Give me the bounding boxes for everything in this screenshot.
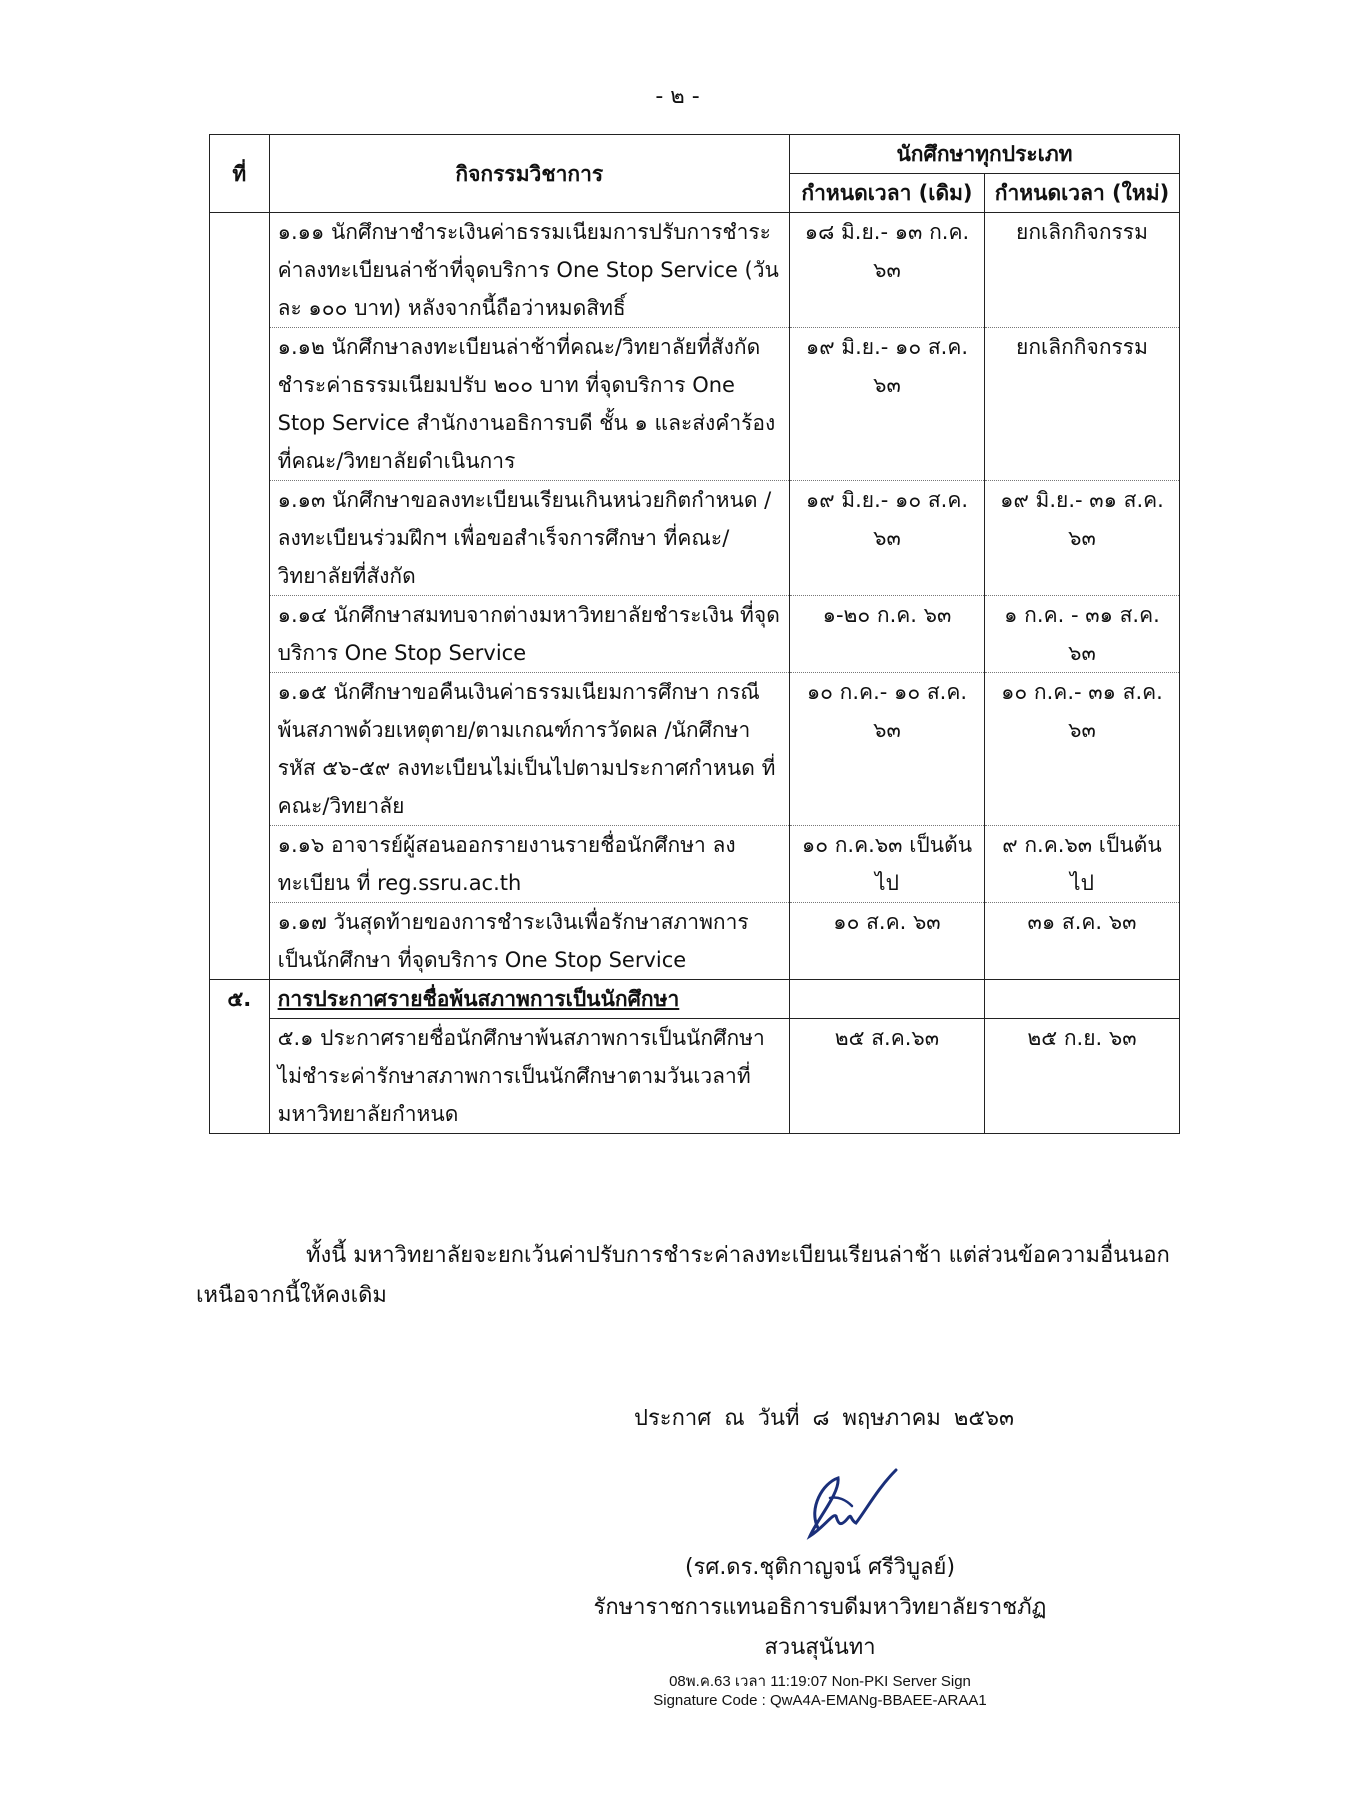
table-row bbox=[210, 213, 1180, 328]
page-number: - ๒ - bbox=[655, 84, 700, 109]
row-activity: ๑.๑๖ อาจารย์ผู้สอนออกรายงานรายชื่อนักศึกษา ลงทะเบียน ที่ reg.ssru.ac.th bbox=[269, 826, 789, 903]
table-row bbox=[210, 903, 1180, 980]
row-activity: ๑.๑๗ วันสุดท้ายของการชำระเงินเพื่อรักษาสภาพการเป็นนักศึกษา ที่จุดบริการ One Stop Service bbox=[269, 903, 789, 980]
row-no bbox=[210, 213, 270, 980]
row-new-date: ๑๐ ก.ค.- ๓๑ ส.ค. ๖๓ bbox=[984, 673, 1179, 826]
server-signature bbox=[560, 1672, 1080, 1710]
row-old-date: ๑๐ ก.ค.๖๓ เป็นต้นไป bbox=[789, 826, 984, 903]
row-activity: ๕.๑ ประกาศรายชื่อนักศึกษาพ้นสภาพการเป็นนักศึกษา ไม่ชำระค่ารักษาสภาพการเป็นนักศึกษาตามวันเวลาที่มหาวิทยาลัยกำหนด bbox=[269, 1019, 789, 1134]
section-5-empty-new bbox=[984, 980, 1179, 1019]
row-old-date: ๑๘ มิ.ย.- ๑๓ ก.ค. ๖๓ bbox=[789, 213, 984, 328]
row-new-date: ๒๕ ก.ย. ๖๓ bbox=[984, 1019, 1179, 1134]
signer-position-2: สวนสุนันทา bbox=[764, 1635, 876, 1660]
row-old-date: ๒๕ ส.ค.๖๓ bbox=[789, 1019, 984, 1134]
server-sign-line-1: 08พ.ค.63 เวลา 11:19:07 Non-PKI Server Sign bbox=[669, 1673, 971, 1690]
header-activity: กิจกรรมวิชาการ bbox=[269, 135, 789, 213]
row-activity: ๑.๑๓ นักศึกษาขอลงทะเบียนเรียนเกินหน่วยกิตกำหนด /ลงทะเบียนร่วมฝึกฯ เพื่อขอสำเร็จการศึกษา ที่คณะ/วิทยาลัยที่สังกัด bbox=[269, 481, 789, 596]
server-sign-code: Signature Code : QwA4A-EMANg-BBAEE-ARAA1 bbox=[653, 1692, 987, 1709]
table-row bbox=[210, 673, 1180, 826]
table-row bbox=[210, 826, 1180, 903]
table-row bbox=[210, 1019, 1180, 1134]
announcement-date: ประกาศ ณ วันที่ ๘ พฤษภาคม ๒๕๖๓ bbox=[634, 1406, 1015, 1431]
row-old-date: ๑-๒๐ ก.ค. ๖๓ bbox=[789, 596, 984, 673]
closing-paragraph: ทั้งนี้ มหาวิทยาลัยจะยกเว้นค่าปรับการชำระค่าลงทะเบียนเรียนล่าช้า แต่ส่วนข้อความอื่นนอกเหนือจากนี้ให้คงเดิม bbox=[196, 1243, 1170, 1308]
section-5-header-row bbox=[210, 980, 1180, 1019]
row-old-date: ๑๐ ก.ค.- ๑๐ ส.ค. ๖๓ bbox=[789, 673, 984, 826]
header-old-date: กำหนดเวลา (เดิม) bbox=[789, 174, 984, 213]
schedule-table bbox=[209, 134, 1180, 1134]
table-row bbox=[210, 328, 1180, 481]
table-row bbox=[210, 481, 1180, 596]
signer-block bbox=[560, 1548, 1080, 1668]
signer-name: (รศ.ดร.ชุติกาญจน์ ศรีวิบูลย์) bbox=[684, 1555, 956, 1580]
row-old-date: ๑๙ มิ.ย.- ๑๐ ส.ค. ๖๓ bbox=[789, 481, 984, 596]
row-new-date: ๑๙ มิ.ย.- ๓๑ ส.ค. ๖๓ bbox=[984, 481, 1179, 596]
row-old-date: ๑๙ มิ.ย.- ๑๐ ส.ค. ๖๓ bbox=[789, 328, 984, 481]
row-new-date: ๙ ก.ค.๖๓ เป็นต้นไป bbox=[984, 826, 1179, 903]
row-old-date: ๑๐ ส.ค. ๖๓ bbox=[789, 903, 984, 980]
row-activity: ๑.๑๑ นักศึกษาชำระเงินค่าธรรมเนียมการปรับการชำระค่าลงทะเบียนล่าช้าที่จุดบริการ One Stop Service (วันละ ๑๐๐ บาท) หลังจากนี้ถือว่าหมดสิทธิ์ bbox=[269, 213, 789, 328]
section-5-empty-old bbox=[789, 980, 984, 1019]
row-activity: ๑.๑๕ นักศึกษาขอคืนเงินค่าธรรมเนียมการศึกษา กรณีพ้นสภาพด้วยเหตุตาย/ตามเกณฑ์การวัดผล /นักศึกษารหัส ๕๖-๕๙ ลงทะเบียนไม่เป็นไปตามประกาศกำหนด ที่คณะ/วิทยาลัย bbox=[269, 673, 789, 826]
section-5-no: ๕. bbox=[210, 980, 270, 1134]
table-header-row bbox=[210, 135, 1180, 174]
section-5-title-text: การประกาศรายชื่อพ้นสภาพการเป็นนักศึกษา bbox=[277, 987, 680, 1011]
row-new-date: ยกเลิกกิจกรรม bbox=[984, 213, 1179, 328]
row-new-date: ๓๑ ส.ค. ๖๓ bbox=[984, 903, 1179, 980]
signer-position-1: รักษาราชการแทนอธิการบดีมหาวิทยาลัยราชภัฏ bbox=[593, 1595, 1047, 1620]
header-no: ที่ bbox=[210, 135, 270, 213]
row-activity: ๑.๑๔ นักศึกษาสมทบจากต่างมหาวิทยาลัยชำระเงิน ที่จุดบริการ One Stop Service bbox=[269, 596, 789, 673]
handwritten-signature bbox=[778, 1458, 908, 1548]
section-5-title bbox=[269, 980, 789, 1019]
header-new-date: กำหนดเวลา (ใหม่) bbox=[984, 174, 1179, 213]
table-row bbox=[210, 596, 1180, 673]
row-new-date: ๑ ก.ค. - ๓๑ ส.ค. ๖๓ bbox=[984, 596, 1179, 673]
header-group: นักศึกษาทุกประเภท bbox=[789, 135, 1179, 174]
row-activity: ๑.๑๒ นักศึกษาลงทะเบียนล่าช้าที่คณะ/วิทยาลัยที่สังกัด ชำระค่าธรรมเนียมปรับ ๒๐๐ บาท ที่จุดบริการ One Stop Service สำนักงานอธิการบดี ชั้น ๑ และส่งคำร้องที่คณะ/วิทยาลัยดำเนินการ bbox=[269, 328, 789, 481]
row-new-date: ยกเลิกกิจกรรม bbox=[984, 328, 1179, 481]
